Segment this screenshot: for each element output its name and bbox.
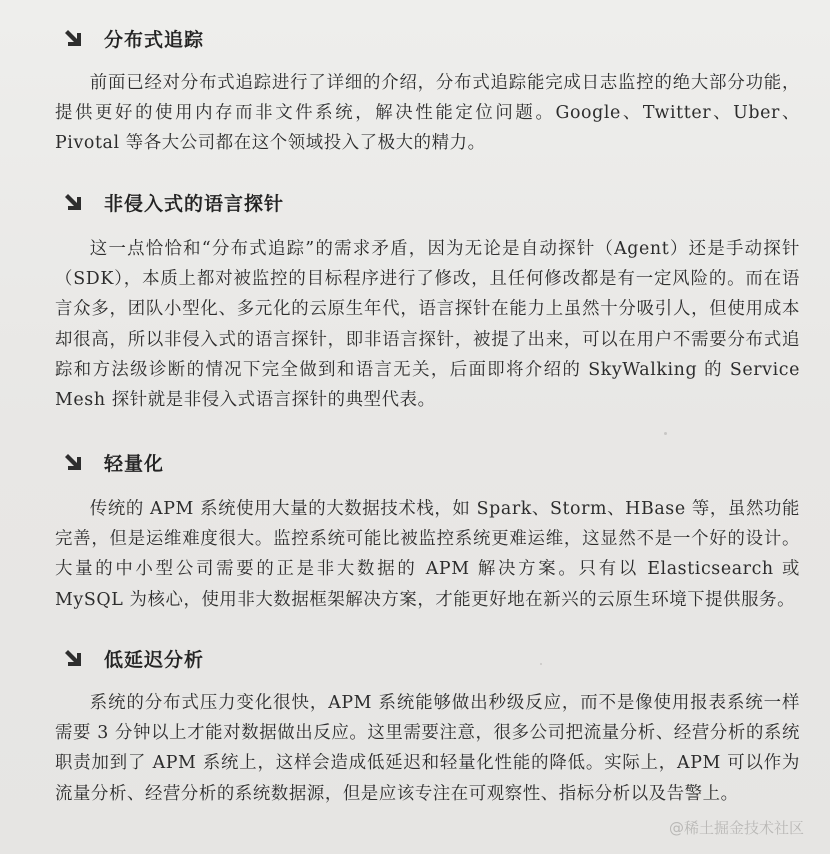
section-paragraph: 这一点恰恰和“分布式追踪”的需求矛盾，因为无论是自动探针（Agent）还是手动探针（SDK），本质上都对被监控的目标程序进行了修改，且任何修改都是有一定风险的。而在语言众多，团队小型化、多元化的云原生年代，语言探针在能力上虽然十分吸引人，但使用成本却很高，所以非侵入式的语言探针，即非语言探针，被提了出来，可以在用户不需要分布式追踪和方法级诊断的情况下完全做到和语言无关，后面即将介绍的 SkyWalking 的 Service Mesh 探针就是非侵入式语言探针的典型代表。 — [55, 239, 800, 411]
section-paragraph: 前面已经对分布式追踪进行了详细的介绍，分布式追踪能完成日志监控的绝大部分功能，提供更好的使用内存而非文件系统，解决性能定位问题。Google、Twitter、Uber、Pivotal 等各大公司都在这个领域投入了极大的精力。 — [55, 73, 800, 154]
section-paragraph: 传统的 APM 系统使用大量的大数据技术栈，如 Spark、Storm、HBase 等，虽然功能完善，但是运维难度很大。监控系统可能比被监控系统更难运维，这显然不是一个好的设计。大量的中小型公司需要的正是非大数据的 APM 解决方案。只有以 Elasticsearch 或 MySQL 为核心，使用非大数据框架解决方案，才能更好地在新兴的云原生环境下提供服务。 — [55, 499, 800, 610]
section-heading-non-invasive-probe — [62, 188, 284, 216]
section-heading-lightweight — [62, 448, 164, 476]
arrow-down-right-icon — [62, 451, 84, 473]
arrow-down-right-icon — [62, 27, 84, 49]
scan-speck — [540, 663, 542, 665]
section-title: 轻量化 — [104, 452, 165, 475]
watermark: @稀土掘金技术社区 — [668, 819, 804, 837]
scan-speck — [664, 432, 667, 435]
section-title: 分布式追踪 — [104, 28, 205, 51]
section-heading-low-latency-analysis — [62, 644, 204, 672]
section-title: 低延迟分析 — [104, 648, 205, 671]
section-heading-distributed-tracing — [62, 24, 204, 52]
section-title: 非侵入式的语言探针 — [104, 192, 285, 215]
section-paragraph: 系统的分布式压力变化很快，APM 系统能够做出秒级反应，而不是像使用报表系统一样需要 3 分钟以上才能对数据做出反应。这里需要注意，很多公司把流量分析、经营分析的系统职责加到了 APM 系统上，这样会造成低延迟和轻量化性能的降低。实际上，APM 可以作为流量分析、经营分析的系统数据源，但是应该专注在可观察性、指标分析以及告警上。 — [55, 693, 800, 804]
arrow-down-right-icon — [62, 191, 84, 213]
arrow-down-right-icon — [62, 647, 84, 669]
